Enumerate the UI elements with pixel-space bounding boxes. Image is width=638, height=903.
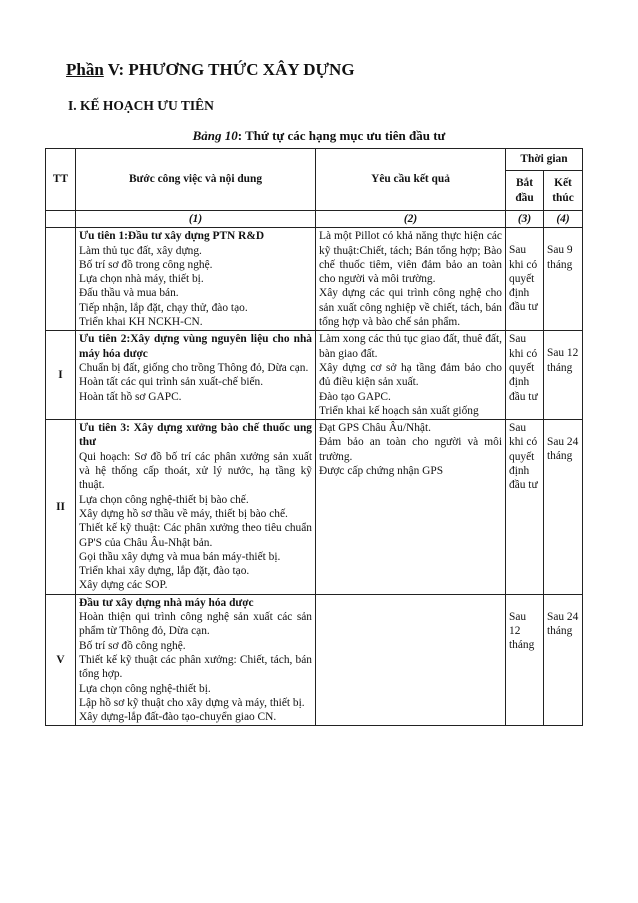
step-item: Bố trí sơ đồ công nghệ. <box>79 639 186 652</box>
table-caption <box>0 128 638 144</box>
requirement-item: Đảm bảo an toàn cho người và môi trường. <box>319 436 502 463</box>
step-item: Bố trí sơ đồ trong công nghệ. <box>79 258 213 271</box>
caption-rest: : Thứ tự các hạng mục ưu tiên đầu tư <box>237 128 446 143</box>
table-row <box>46 331 583 420</box>
requirement-item: Xây dựng cơ sở hạ tầng đảm bảo cho đủ điều kiện sản xuất. <box>319 361 502 389</box>
header-end: Kết thúc <box>544 171 583 211</box>
row-steps <box>76 228 316 331</box>
table-row <box>46 420 583 595</box>
section-heading: I. KẾ HOẠCH ƯU TIÊN <box>68 98 214 113</box>
row-title: Ưu tiên 1:Đầu tư xây dựng PTN R&D <box>79 230 265 243</box>
requirement-item: Đào tạo GAPC. <box>319 390 391 403</box>
step-item: Lập hồ sơ kỹ thuật cho xây dựng và máy, thiết bị. <box>79 696 305 709</box>
row-steps <box>76 420 316 595</box>
page-heading <box>66 60 355 80</box>
heading-part-rest: V: PHƯƠNG THỨC XÂY DỰNG <box>103 60 355 79</box>
column-number-3: (3) <box>506 211 544 228</box>
row-requirements <box>316 420 506 595</box>
row-steps <box>76 331 316 420</box>
row-end: Sau 24 tháng <box>544 594 583 726</box>
column-number-2: (2) <box>316 211 506 228</box>
step-item: Triển khai KH NCKH-CN. <box>79 316 203 329</box>
requirement-item: Là một Pillot có khả năng thực hiện các kỹ thuật:Chiết, tách; Bán tổng hợp; Bào chế thuốc tiêm, viên đảm bảo an toàn cho người và môi trường. <box>319 230 502 286</box>
step-item: Hoàn tất các qui trình sản xuất-chế biến. <box>79 376 264 389</box>
requirement-item: Triển khai kế hoạch sản xuất giống <box>319 404 479 417</box>
caption-prefix: Bảng 10 <box>192 128 238 143</box>
table-row <box>46 228 583 331</box>
step-item: Hoàn tất hồ sơ GAPC. <box>79 390 182 403</box>
row-start: Sau khi có quyết định đầu tư <box>506 420 544 595</box>
step-item: Lựa chọn công nghệ-thiết bị. <box>79 682 211 695</box>
header-requirements: Yêu cầu kết quả <box>316 149 506 211</box>
row-requirements <box>316 594 506 726</box>
column-number-row <box>46 211 583 228</box>
column-number-4: (4) <box>544 211 583 228</box>
step-item: Triển khai xây dựng, lắp đặt, đào tạo. <box>79 565 250 578</box>
step-item: Lựa chọn công nghệ-thiết bị bào chế. <box>79 493 249 506</box>
row-title: Đầu tư xây dựng nhà máy hóa dược <box>79 596 254 609</box>
row-tt: V <box>46 594 76 726</box>
step-item: Gọi thầu xây dựng và mua bán máy-thiết bị. <box>79 550 281 563</box>
row-end: Sau 9 tháng <box>544 228 583 331</box>
step-item: Chuẩn bị đất, giống cho trồng Thông đỏ, Dừa cạn. <box>79 361 309 374</box>
row-tt <box>46 228 76 331</box>
header-tt: TT <box>46 149 76 211</box>
row-start: Sau khi có quyết định đầu tư <box>506 331 544 420</box>
requirement-item: Xây dựng các qui trình công nghệ cho sản xuất công nghiệp về chiết, tách, bán tổng hợp và bào chế sản phẩm. <box>319 287 502 329</box>
step-item: Xây dựng hồ sơ thầu về máy, thiết bị bào chế. <box>79 507 288 520</box>
step-item: Qui hoạch: Sơ đồ bố trí các phân xưởng sản xuất và hệ thống cấp thoát, xử lý nước, hạ tầng kỹ thuật. <box>79 450 312 492</box>
step-item: Thiết kế kỹ thuật các phân xưởng: Chiết, tách, bán tổng hợp. <box>79 653 312 681</box>
step-item: Làm thủ tục đất, xây dựng. <box>79 244 202 257</box>
step-item: Thiết kế kỹ thuật: Các phân xưởng theo tiêu chuẩn GP'S của Châu Âu-Nhật bản. <box>79 522 312 549</box>
step-item: Lựa chọn nhà máy, thiết bị. <box>79 273 204 286</box>
priority-table <box>45 148 583 726</box>
row-start: Sau 12 tháng <box>506 594 544 726</box>
row-title: Ưu tiên 2:Xây dựng vùng nguyên liệu cho nhà máy hóa dược <box>79 333 312 360</box>
row-requirements <box>316 228 506 331</box>
row-steps <box>76 594 316 726</box>
row-tt: II <box>46 420 76 595</box>
requirement-item: Làm xong các thủ tục giao đất, thuê đất, bàn giao đất. <box>319 333 502 360</box>
header-start: Bắt đầu <box>506 171 544 211</box>
row-end: Sau 12 tháng <box>544 331 583 420</box>
header-row <box>46 149 583 171</box>
requirement-item: Đạt GPS Châu Âu/Nhật. <box>319 422 432 435</box>
step-item: Hoàn thiện qui trình công nghệ sản xuất các sản phẩm từ Thông đỏ, Dừa cạn. <box>79 611 312 638</box>
column-number-empty <box>46 211 76 228</box>
step-item: Tiếp nhận, lắp đặt, chạy thử, đào tạo. <box>79 301 248 314</box>
step-item: Xây dựng-lắp đất-đào tạo-chuyển giao CN. <box>79 711 277 724</box>
header-time: Thời gian <box>506 149 583 171</box>
step-item: Xây dựng các SOP. <box>79 579 168 592</box>
table-row <box>46 594 583 726</box>
row-end: Sau 24 tháng <box>544 420 583 595</box>
step-item: Đấu thầu và mua bán. <box>79 287 179 300</box>
heading-part-prefix: Phần <box>66 60 104 79</box>
row-title: Ưu tiên 3: Xây dựng xưởng bào chế thuốc ung thư <box>79 422 312 449</box>
row-start: Sau khi có quyết định đầu tư <box>506 228 544 331</box>
row-tt: I <box>46 331 76 420</box>
requirement-item: Được cấp chứng nhận GPS <box>319 465 444 478</box>
row-requirements <box>316 331 506 420</box>
column-number-1: (1) <box>76 211 316 228</box>
header-steps: Bước công việc và nội dung <box>76 149 316 211</box>
